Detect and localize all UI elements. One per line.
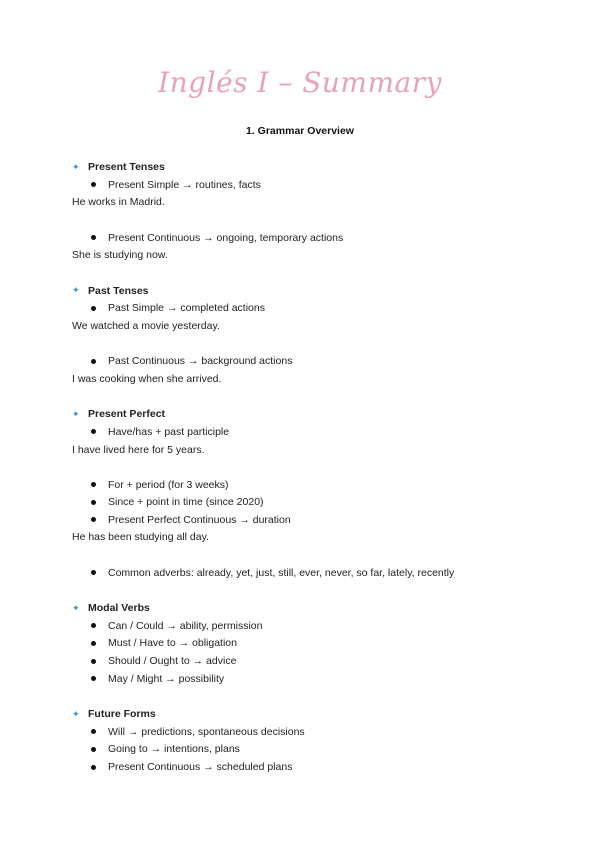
subheading-label: Present Tenses — [88, 161, 165, 173]
sparkle-icon: ✦ — [72, 161, 80, 172]
list-item: Present Continuous → ongoing, temporary actions — [72, 229, 542, 247]
bullet-icon — [91, 235, 96, 240]
bullet-icon — [91, 500, 96, 505]
bullet-icon — [91, 747, 96, 752]
list-item: Can / Could → ability, permission — [72, 617, 542, 635]
list-item: Present Simple → routines, facts — [72, 176, 542, 194]
example-sentence: She is studying now. — [72, 249, 168, 262]
list-item: Must / Have to → obligation — [72, 635, 542, 653]
bullet-icon — [91, 729, 96, 734]
bullet-icon — [91, 676, 96, 681]
subheading-modal-verbs — [72, 599, 542, 617]
subheading-label: Past Tenses — [88, 284, 149, 297]
list-item: Common adverbs: already, yet, just, still, ever, never, so far, lately, recently — [72, 564, 542, 582]
bullet-icon — [91, 570, 96, 575]
bullet-icon — [91, 306, 96, 311]
subheading-future-forms — [72, 705, 542, 723]
list-item: Since + point in time (since 2020) — [72, 494, 542, 512]
list-item: Have/has + past participle — [72, 423, 542, 441]
list-item: Past Simple → completed actions — [72, 300, 542, 318]
list-item: Will → predictions, spontaneous decisions — [72, 723, 542, 741]
bullet-icon — [91, 623, 96, 628]
subheading-label: Modal Verbs — [88, 602, 150, 615]
list-item: Present Continuous → scheduled plans — [72, 758, 542, 776]
list-item: May / Might → possibility — [72, 670, 542, 688]
list-item: Should / Ought to → advice — [72, 652, 542, 670]
sparkle-icon: ✦ — [72, 408, 80, 419]
sparkle-icon: ✦ — [72, 708, 80, 719]
list-item: Going to → intentions, plans — [72, 741, 542, 759]
bullet-icon — [91, 359, 96, 364]
example-sentence: I have lived here for 5 years. — [72, 443, 205, 456]
subheading-present-perfect — [72, 405, 542, 423]
example-sentence: He works in Madrid. — [72, 196, 165, 209]
example-sentence: I was cooking when she arrived. — [72, 372, 222, 385]
example-sentence: We watched a movie yesterday. — [72, 319, 220, 332]
list-item: Present Perfect Continuous → duration — [72, 511, 542, 529]
sparkle-icon: ✦ — [72, 285, 80, 296]
bullet-icon — [91, 429, 96, 434]
list-item: Past Continuous → background actions — [72, 352, 542, 370]
section-heading: 1. Grammar Overview — [246, 125, 354, 137]
content — [72, 158, 542, 776]
page-title: Inglés I – Summary — [158, 66, 442, 99]
subheading-label: Future Forms — [88, 708, 156, 721]
bullet-icon — [91, 659, 96, 664]
bullet-icon — [91, 182, 96, 187]
bullet-icon — [91, 765, 96, 770]
bullet-icon — [91, 482, 96, 487]
bullet-icon — [91, 641, 96, 646]
bullet-icon — [91, 517, 96, 522]
sparkle-icon: ✦ — [72, 602, 80, 613]
list-item: For + period (for 3 weeks) — [72, 476, 542, 494]
subheading-label: Present Perfect — [88, 408, 166, 421]
subheading-past-tenses — [72, 282, 542, 300]
example-sentence: He has been studying all day. — [72, 531, 209, 544]
subheading-present-tenses — [72, 158, 542, 176]
